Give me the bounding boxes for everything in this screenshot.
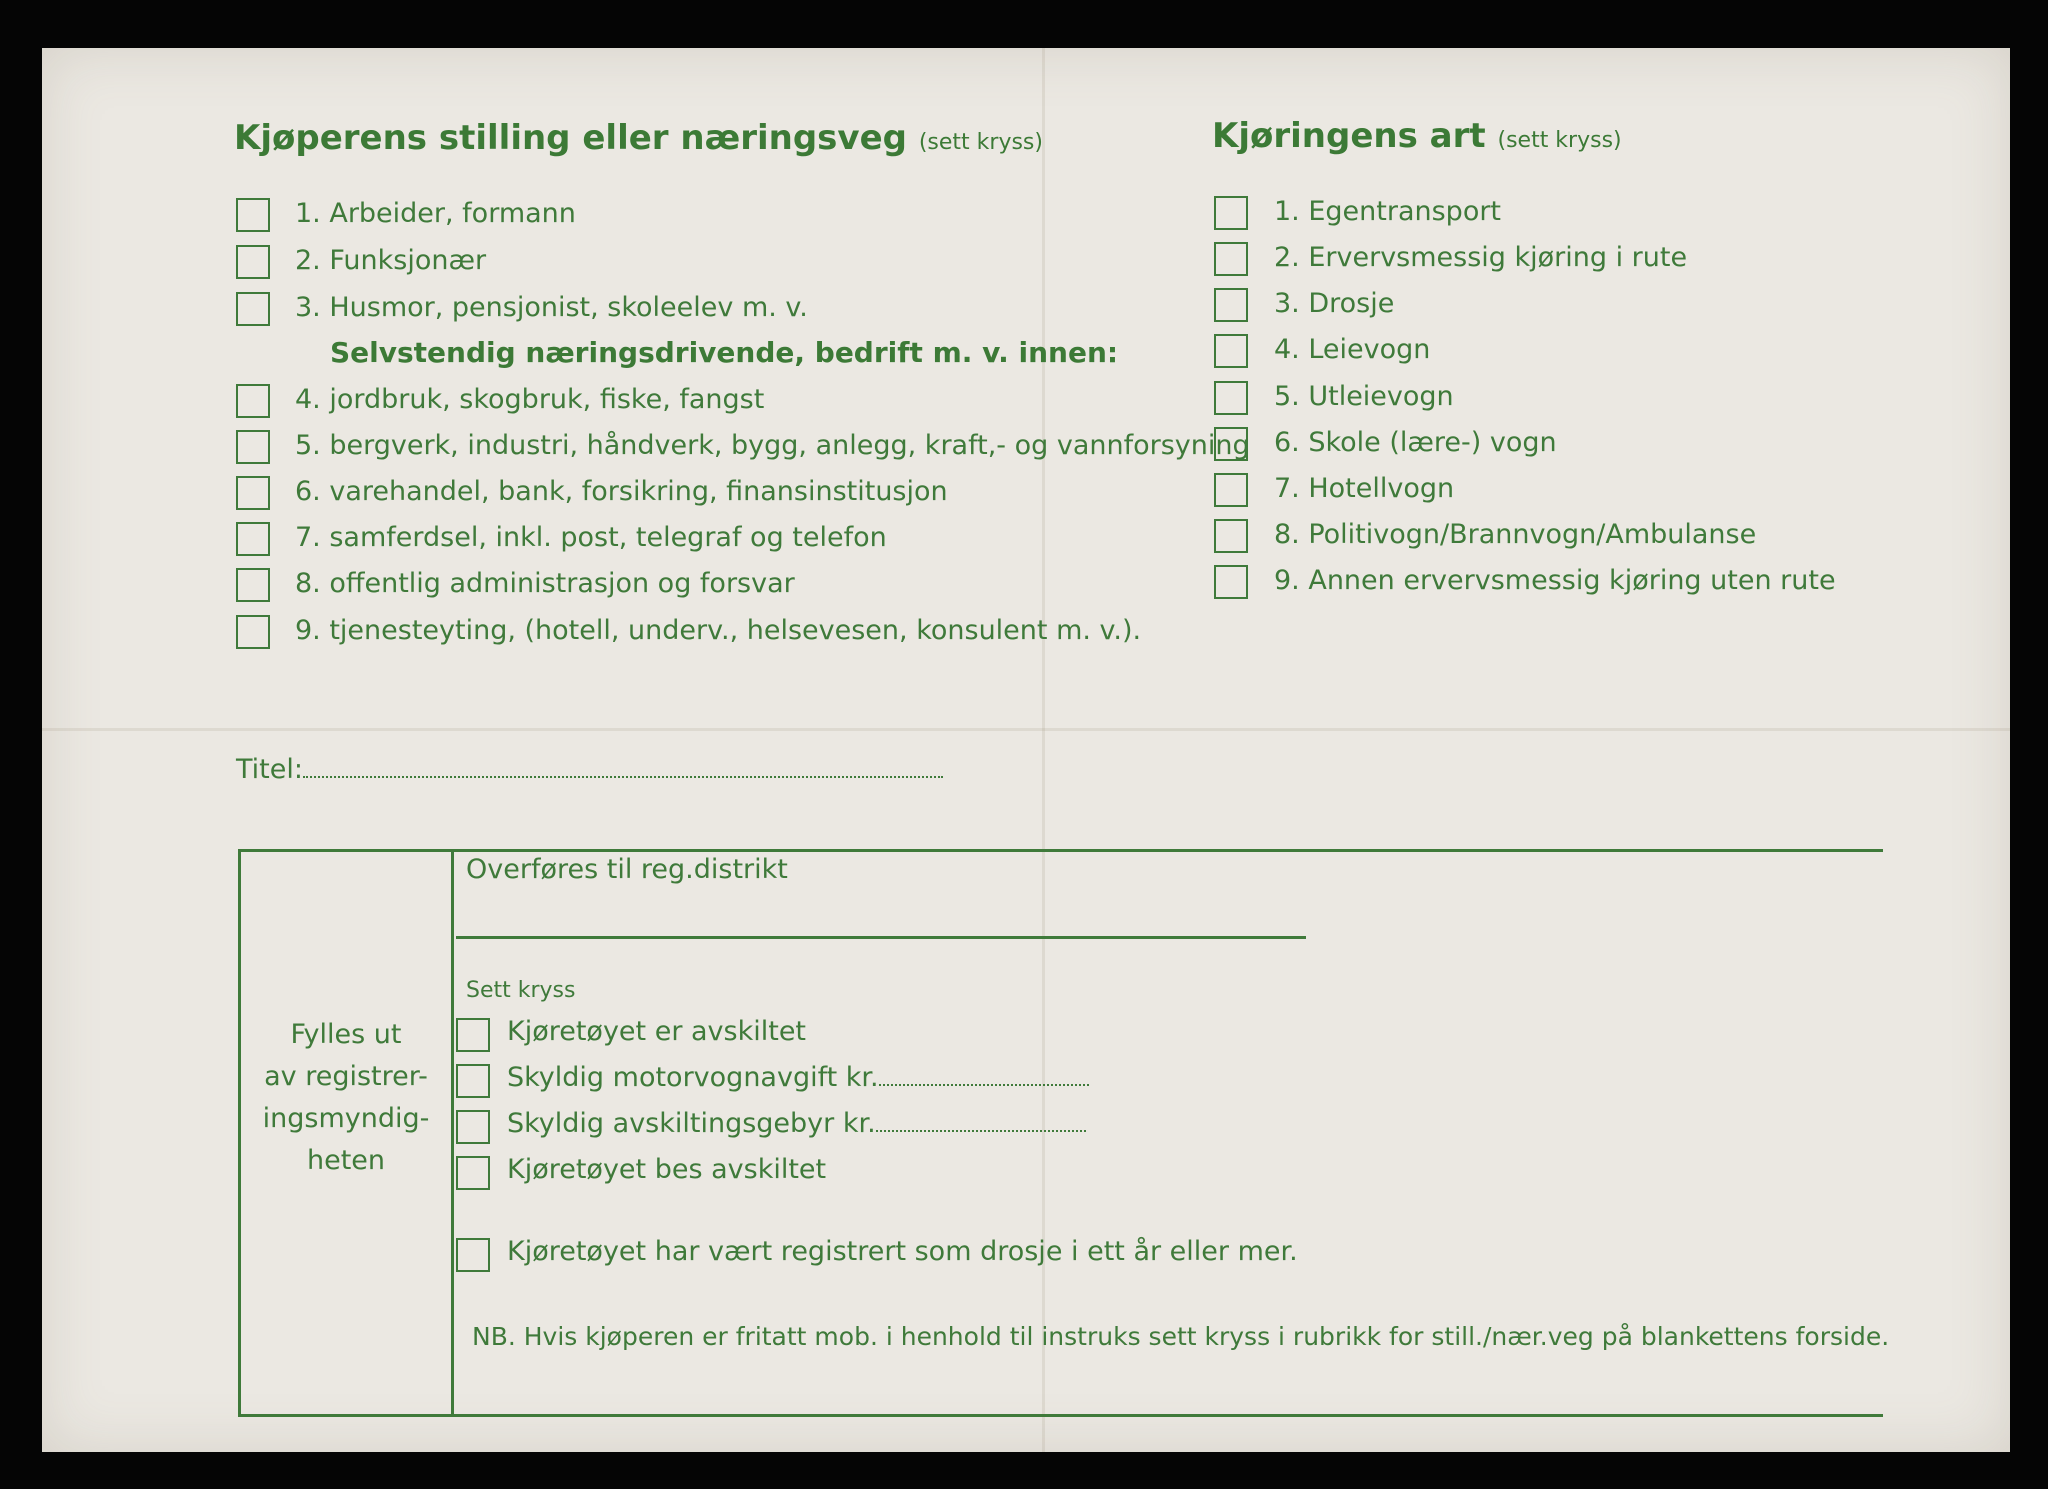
sett-kryss-label: Sett kryss <box>466 978 576 1003</box>
checkbox-occupation-4[interactable] <box>236 384 270 418</box>
avskiltingsgebyr-amount-line[interactable] <box>876 1130 1086 1132</box>
checkbox-bes-avskiltet[interactable] <box>456 1156 490 1190</box>
driving-item-5: 5. Utleievogn <box>1274 381 1454 412</box>
check-bes-avskiltet-label: Kjøretøyet bes avskiltet <box>507 1154 827 1185</box>
driving-item-1: 1. Egentransport <box>1274 196 1502 227</box>
right-section-title <box>1212 116 1622 156</box>
titel-field <box>236 754 943 785</box>
driving-item-9: 9. Annen ervervsmessig kjøring uten rute <box>1274 565 1836 596</box>
check-motorvognavgift-label: Skyldig motorvognavgift kr. <box>507 1062 879 1093</box>
side-label-line-2: av registrer- <box>264 1061 428 1092</box>
checkbox-occupation-6[interactable] <box>236 476 270 510</box>
checkbox-occupation-3[interactable] <box>236 292 270 326</box>
driving-item-3: 3. Drosje <box>1274 288 1395 319</box>
registry-side-label <box>242 1014 450 1182</box>
titel-label: Titel: <box>236 754 303 785</box>
registry-box-bottom-border <box>238 1414 1883 1417</box>
side-label-line-4: heten <box>306 1145 386 1176</box>
right-title-text: Kjøringens art <box>1212 116 1486 156</box>
checkbox-driving-7[interactable] <box>1214 473 1248 507</box>
checkbox-driving-9[interactable] <box>1214 565 1248 599</box>
left-title-text: Kjøperens stilling eller næringsveg <box>234 118 907 158</box>
occupation-item-5: 5. bergverk, industri, håndverk, bygg, anlegg, kraft,- og vannforsyning <box>295 430 1250 461</box>
right-title-note: (sett kryss) <box>1497 128 1622 153</box>
side-label-line-3: ingsmyndig- <box>262 1103 430 1134</box>
checkbox-motorvognavgift[interactable] <box>456 1064 490 1098</box>
occupation-item-3: 3. Husmor, pensjonist, skoleelev m. v. <box>295 292 808 323</box>
checkbox-driving-4[interactable] <box>1214 334 1248 368</box>
checkbox-occupation-8[interactable] <box>236 568 270 602</box>
checkbox-driving-6[interactable] <box>1214 427 1248 461</box>
checkbox-driving-8[interactable] <box>1214 519 1248 553</box>
checkbox-avskiltingsgebyr[interactable] <box>456 1110 490 1144</box>
checkbox-occupation-9[interactable] <box>236 615 270 649</box>
occupation-item-9: 9. tjenesteyting, (hotell, underv., helsevesen, konsulent m. v.). <box>295 615 1142 646</box>
check-avskiltet-label: Kjøretøyet er avskiltet <box>507 1016 807 1047</box>
transfer-input-line[interactable] <box>456 936 1306 939</box>
driving-item-8: 8. Politivogn/Brannvogn/Ambulanse <box>1274 519 1757 550</box>
occupation-item-4: 4. jordbruk, skogbruk, fiske, fangst <box>295 384 765 415</box>
registry-box-left-border <box>238 849 241 1417</box>
occupation-item-8: 8. offentlig administrasjon og forsvar <box>295 568 795 599</box>
form-sheet <box>42 48 2010 1452</box>
driving-item-6: 6. Skole (lære-) vogn <box>1274 427 1557 458</box>
checkbox-drosje-year[interactable] <box>456 1238 490 1272</box>
checkbox-occupation-7[interactable] <box>236 522 270 556</box>
occupation-item-2: 2. Funksjonær <box>295 245 487 276</box>
nb-note: NB. Hvis kjøperen er fritatt mob. i henhold til instruks sett kryss i rubrikk for still./nær.veg på blankettens forside. <box>472 1322 1890 1351</box>
checkbox-driving-2[interactable] <box>1214 242 1248 276</box>
driving-item-2: 2. Ervervsmessig kjøring i rute <box>1274 242 1688 273</box>
driving-item-4: 4. Leievogn <box>1274 334 1431 365</box>
checkbox-occupation-2[interactable] <box>236 245 270 279</box>
checkbox-occupation-1[interactable] <box>236 198 270 232</box>
driving-item-7: 7. Hotellvogn <box>1274 473 1455 504</box>
check-avskiltingsgebyr-label: Skyldig avskiltingsgebyr kr. <box>507 1108 876 1139</box>
checkbox-occupation-5[interactable] <box>236 430 270 464</box>
registry-box-top-border <box>238 849 1883 852</box>
checkbox-driving-3[interactable] <box>1214 288 1248 322</box>
transfer-label: Overføres til reg.distrikt <box>466 854 788 885</box>
left-section-title <box>234 118 1043 158</box>
checkbox-driving-1[interactable] <box>1214 196 1248 230</box>
registry-box-divider <box>451 849 454 1414</box>
drosje-year-label: Kjøretøyet har vært registrert som drosje i ett år eller mer. <box>507 1236 1298 1267</box>
occupation-item-1: 1. Arbeider, formann <box>295 198 576 229</box>
checkbox-driving-5[interactable] <box>1214 381 1248 415</box>
check-avskiltingsgebyr <box>507 1108 1086 1139</box>
checkbox-avskiltet[interactable] <box>456 1018 490 1052</box>
motorvognavgift-amount-line[interactable] <box>879 1084 1089 1086</box>
occupation-item-6: 6. varehandel, bank, forsikring, finansinstitusjon <box>295 476 948 507</box>
occupation-item-7: 7. samferdsel, inkl. post, telegraf og telefon <box>295 522 887 553</box>
left-title-note: (sett kryss) <box>918 130 1043 155</box>
fold-line-horizontal <box>42 728 2010 731</box>
side-label-line-1: Fylles ut <box>290 1019 402 1050</box>
titel-input-line[interactable] <box>303 776 943 778</box>
check-motorvognavgift <box>507 1062 1089 1093</box>
self-employed-subheading: Selvstendig næringsdrivende, bedrift m. v. innen: <box>330 336 1119 369</box>
